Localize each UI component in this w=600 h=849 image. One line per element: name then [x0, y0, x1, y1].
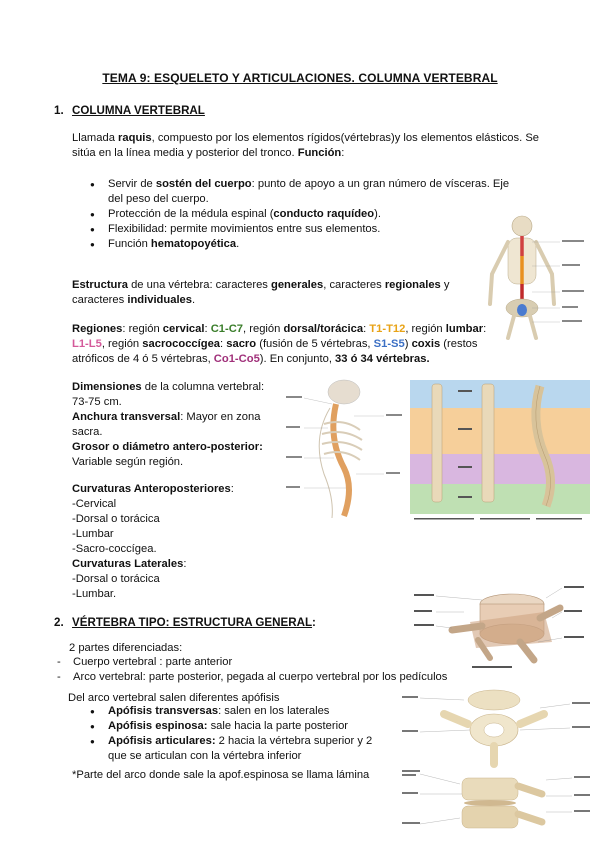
- grosor-text: Grosor o diámetro antero-posterior: Variable según región.: [72, 441, 263, 468]
- curvaturas-block: [72, 482, 268, 602]
- section-1-heading: [54, 103, 205, 118]
- section-2-number: 2.: [54, 616, 64, 629]
- list-item: ● Apófisis articulares: 2 hacia la vértebra superior y 2 que se articulan con la vértebra inferior: [90, 734, 392, 764]
- curv-lat-item: -Dorsal o torácica: [72, 573, 160, 585]
- list-item: ● Función hematopoyética.: [90, 237, 510, 252]
- curv-ap-item: -Cervical: [72, 498, 117, 510]
- section-1-title: COLUMNA VERTEBRAL: [72, 104, 205, 117]
- partes-list: [57, 655, 477, 685]
- function-list: [90, 177, 510, 252]
- list-item: ● Apófisis espinosa: sale hacia la parte posterior: [90, 719, 392, 734]
- curv-lat-heading: Curvaturas Laterales:: [72, 558, 187, 570]
- list-item: ● Flexibilidad: permite movimientos entre sus elementos.: [90, 222, 510, 237]
- curv-lat-item: -Lumbar.: [72, 588, 117, 600]
- spine-lateral-image: [284, 378, 404, 524]
- spine-lateral-figure: [284, 378, 404, 524]
- regiones-paragraph: Regiones: región cervical: C1-C7, región dorsal/torácica: T1-T12, región lumbar: L1-L5, región sacrococcígea: sacro (fusión de 5 vértebras, S1-S5) coxis (restos atróficos de 4 ó 5 vértebras, Co1-Co5). En conjunto, 33 ó 34 vértebras.: [72, 323, 487, 365]
- nota-text: *Parte del arco donde sale la apof.espinosa se llama lámina: [72, 769, 370, 781]
- section-1-number: 1.: [54, 104, 64, 117]
- dimensiones-block: [72, 380, 268, 470]
- curv-ap-item: -Dorsal o torácica: [72, 513, 160, 525]
- dimensiones-text: Dimensiones de la columna vertebral: 73-75 cm.: [72, 381, 265, 408]
- anchura-text: Anchura transversal: Mayor en zona sacra.: [72, 411, 261, 438]
- vertebra-views-image: [400, 684, 592, 844]
- vertebra-views-figure: [400, 684, 592, 844]
- estructura-paragraph: Estructura de una vértebra: caracteres generales, caracteres regionales y caracteres individuales.: [72, 279, 450, 306]
- list-item: ● Servir de sostén del cuerpo: punto de apoyo a un gran número de vísceras. Eje del peso del cuerpo.: [90, 177, 510, 207]
- list-item: - Cuerpo vertebral : parte anterior: [57, 655, 477, 670]
- spine-regions-figure: [410, 380, 590, 526]
- arco-text: Del arco vertebral salen diferentes apófisis: [68, 692, 280, 704]
- partes-text: 2 partes diferenciadas:: [69, 642, 183, 654]
- skeleton-back-image: [486, 212, 592, 340]
- section-2-title: VÉRTEBRA TIPO: ESTRUCTURA GENERAL: [72, 616, 313, 629]
- curv-ap-item: -Sacro-coccígea.: [72, 543, 157, 555]
- list-item: ● Apófisis transversas: salen en los laterales: [90, 704, 392, 719]
- intro-paragraph: Llamada raquis, compuesto por los elementos rígidos(vértebras)y los elementos elásticos. Se sitúa en la línea media y posterior del tronco. Función:: [72, 132, 539, 159]
- list-item: - Arco vertebral: parte posterior, pegada al cuerpo vertebral por los pedículos: [57, 670, 477, 685]
- section-2-heading: 2. VÉRTEBRA TIPO: ESTRUCTURA GENERAL:: [54, 616, 316, 629]
- skeleton-back-figure: [486, 212, 592, 340]
- spine-regions-image: [410, 380, 590, 526]
- list-item: ● Protección de la médula espinal (conducto raquídeo).: [90, 207, 510, 222]
- page-title: TEMA 9: ESQUELETO Y ARTICULACIONES. COLUMNA VERTEBRAL: [102, 71, 498, 85]
- curv-ap-heading: Curvaturas Anteroposteriores:: [72, 483, 234, 495]
- curv-ap-item: -Lumbar: [72, 528, 114, 540]
- apofisis-list: [90, 704, 392, 764]
